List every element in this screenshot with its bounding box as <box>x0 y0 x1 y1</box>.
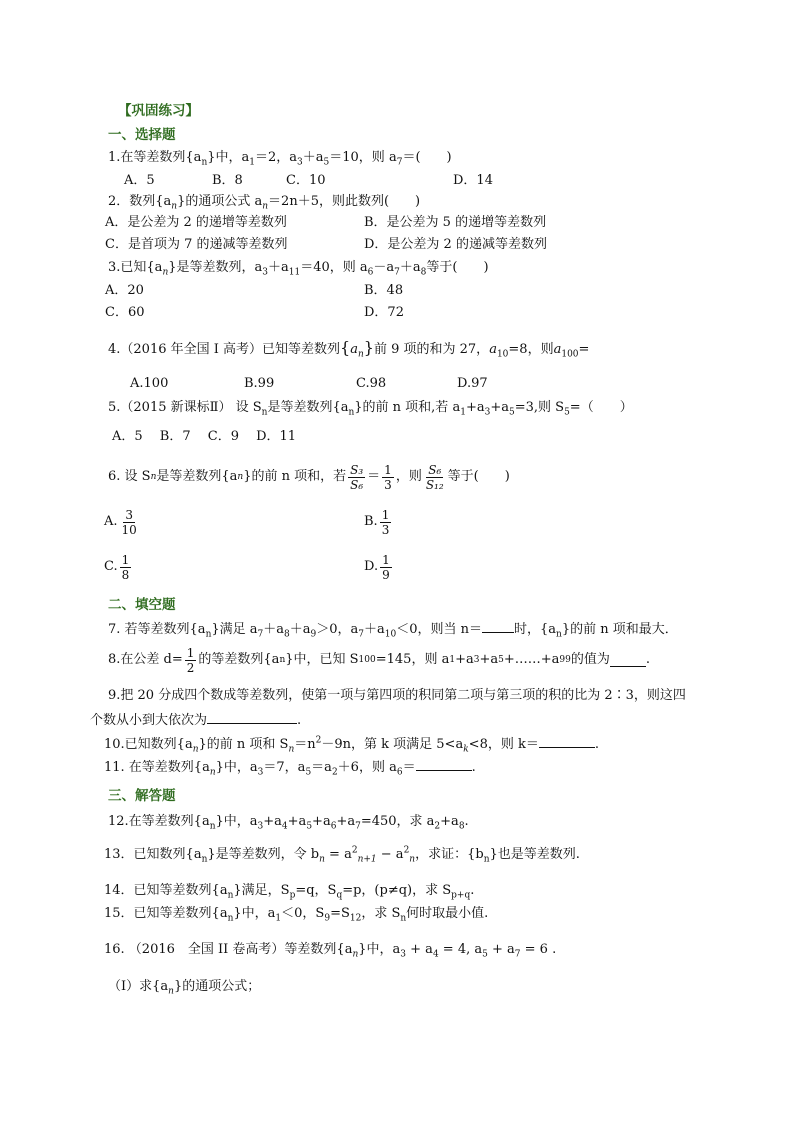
question-9-line1: 9.把 20 分成四个数成等差数列，使第一项与第四项的积同第二项与第三项的积的比为 2∶3，则这四 <box>108 688 686 703</box>
answer-blank[interactable] <box>482 620 514 633</box>
section-solve: 三、解答题 <box>108 788 176 804</box>
q6-option-b: B. $\frac{1}{3}$ <box>364 507 390 537</box>
q3-option-d: D．72 <box>364 305 404 320</box>
q4-option-c: C.98 <box>356 376 387 391</box>
question-2: 2．数列$\{a_n\}$的通项公式 $a_n=2n+5$，则此数列( ) <box>108 194 421 212</box>
q1-option-b: B．8 <box>212 173 243 188</box>
ratio-s3-s6: $\frac{\text{S₃}}{\text{S₆}}$ <box>350 462 364 492</box>
answer-blank[interactable] <box>416 758 472 771</box>
q1-option-c: C．10 <box>286 173 326 188</box>
question-16-part1: （I）求$\{a_n\}$的通项公式； <box>108 979 261 997</box>
q2-option-b: B．是公差为 5 的递增等差数列 <box>364 215 547 230</box>
answer-blank[interactable] <box>207 711 297 724</box>
question-10: 10.已知数列$\{a_n\}$的前 n 项和 $S_n=n^2-9n$，第 k 项满足 $5<a_k<8$，则 k＝ . <box>104 735 599 755</box>
question-9-line2: 个数从小到大依次为 . <box>90 713 302 728</box>
question-5: 5.（2015 新课标Ⅱ） 设 $S_n$是等差数列$\{a_n\}$的前 n 项和,若 $a_1+a_3+a_5=3$,则 $S_5=$（ ） <box>108 400 633 418</box>
ratio-one-third: $\frac{1}{3}$ <box>384 462 392 492</box>
ratio-s6-s12: $\frac{\text{S₆}}{\text{S₁₂}}$ <box>425 462 444 492</box>
question-11: 11. 在等差数列$\{a_n\}$中，$a_3=7$，$a_5=a_2+6$，则 $a_6=$ . <box>104 760 476 778</box>
question-6: 6. 设 S n 是等差数列{a n }的前 n 项和，若 $\frac{\text{S₃}}{\text{S₆}}$ ＝ $\frac{1}{3}$ ，则 $\frac{\text{S₆}}{\text{S₁₂}}$ 等于( ) <box>108 462 510 492</box>
q1-option-d: D．14 <box>453 173 493 188</box>
question-14: 14．已知等差数列$\{a_n\}$满足，$S_p=q$，$S_q=p$，(p≠q)，求 $S_{p+q}$. <box>104 883 475 901</box>
q4-option-a: A.100 <box>130 376 169 391</box>
exercise-title: 【巩固练习】 <box>118 103 199 119</box>
question-15: 15．已知等差数列$\{a_n\}$中，$a_1<0$，$S_9=S_{12}$，求 $S_n$何时取最小值. <box>104 906 489 924</box>
question-8: 8.在公差 d= $\frac{1}{2}$ 的等差数列{a n }中，已知 S 100 =145，则 a 1 +a 3 +a 5 +……+a 99 的值为 . <box>108 645 650 675</box>
question-3: 3.已知$\{a_n\}$是等差数列，$a_3+a_{11}=40$，则 $a_6-a_7+a_8$等于( ) <box>108 260 489 278</box>
q6-option-c: C. $\frac{1}{8}$ <box>104 552 130 582</box>
section-choice: 一、选择题 <box>108 127 176 143</box>
q4-option-d: D.97 <box>457 376 488 391</box>
q2-option-c: C．是首项为 7 的递减等差数列 <box>105 237 288 252</box>
q2-option-d: D．是公差为 2 的递减等差数列 <box>364 237 547 252</box>
q5-options: A．5 B．7 C．9 D．11 <box>112 429 297 444</box>
q3-option-a: A．20 <box>105 283 144 298</box>
question-16: 16. （2016 全国 II 卷高考）等差数列$\{a_n\}$中，$a_3 + a_4 = 4$, $a_5 + a_7 = 6$ . <box>104 942 557 960</box>
question-4: 4.（2016 年全国 I 高考）已知等差数列$\{a_n\}$前 9 项的和为 27，$a_{10}=8$，则$a_{100}=$ <box>108 338 590 360</box>
q2-option-a: A．是公差为 2 的递增等差数列 <box>105 215 287 230</box>
question-13: 13．已知数列$\{a_n\}$是等差数列，令 $b_n = a^2_{n+1} - a^2_n$，求证：$\{b_n\}$也是等差数列. <box>104 845 580 865</box>
question-12: 12.在等差数列$\{a_n\}$中，$a_3+a_4+a_5+a_6+a_7=450$，求 $a_2+a_8$. <box>108 814 469 832</box>
answer-blank[interactable] <box>539 735 595 748</box>
q3-option-b: B．48 <box>364 283 404 298</box>
question-1: 1.在等差数列$\{a_n\}$中，$a_1=2$，$a_3+a_5=10$，则 $a_7=$( ) <box>108 150 452 168</box>
q1-option-a: A．5 <box>124 173 155 188</box>
q6-option-d: D. $\frac{1}{9}$ <box>364 552 390 582</box>
q3-option-c: C．60 <box>105 305 145 320</box>
q4-option-b: B.99 <box>244 376 275 391</box>
q6-option-a: A. $\frac{3}{10}$ <box>104 507 137 537</box>
answer-blank[interactable] <box>610 654 646 667</box>
section-fill: 二、填空题 <box>108 597 176 613</box>
question-7: 7. 若等差数列$\{a_n\}$满足 $a_7+a_8+a_9>0$，$a_7+a_{10}<0$，则当 n＝ 时，$\{a_n\}$的前 n 项和最大． <box>108 622 678 640</box>
